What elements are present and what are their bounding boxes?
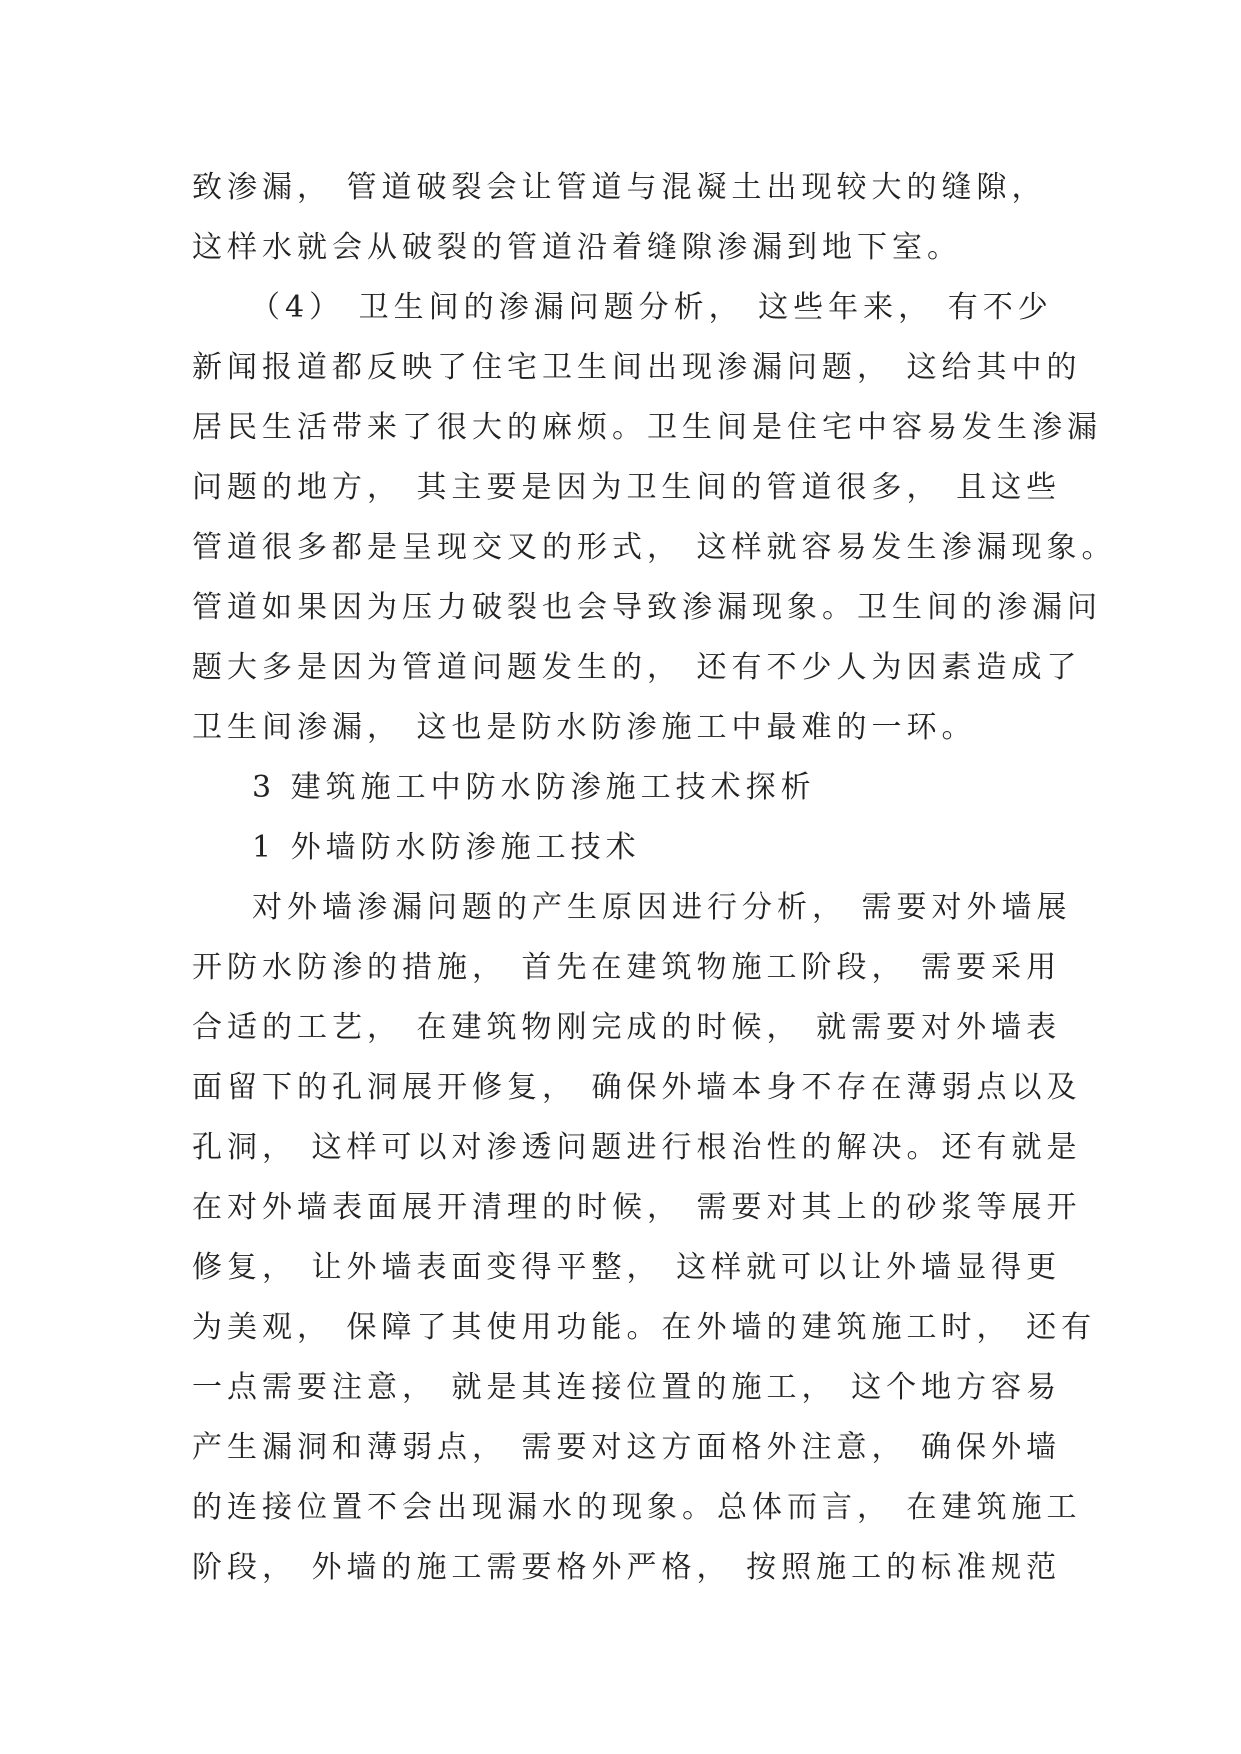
text-line: 题大多是因为管道问题发生的， 还有不少人为因素造成了 bbox=[192, 650, 1082, 685]
text-line: 在对外墙表面展开清理的时候， 需要对其上的砂浆等展开 bbox=[192, 1190, 1082, 1225]
paragraph-start-line: 对外墙渗漏问题的产生原因进行分析， 需要对外墙展 bbox=[252, 890, 1072, 925]
text-line: 致渗漏， 管道破裂会让管道与混凝土出现较大的缝隙， bbox=[192, 170, 1047, 205]
text-line: 的连接位置不会出现漏水的现象。总体而言， 在建筑施工 bbox=[192, 1490, 1082, 1525]
text-line: 卫生间渗漏， 这也是防水防渗施工中最难的一环。 bbox=[192, 710, 977, 745]
text-line: 为美观， 保障了其使用功能。在外墙的建筑施工时， 还有 bbox=[192, 1310, 1097, 1345]
text-line: 管道很多都是呈现交叉的形式， 这样就容易发生渗漏现象。 bbox=[192, 530, 1117, 565]
text-line: 合适的工艺， 在建筑物刚完成的时候， 就需要对外墙表 bbox=[192, 1010, 1062, 1045]
text-line: 孔洞， 这样可以对渗透问题进行根治性的解决。还有就是 bbox=[192, 1130, 1082, 1165]
text-line: 问题的地方， 其主要是因为卫生间的管道很多， 且这些 bbox=[192, 470, 1062, 505]
text-line: 修复， 让外墙表面变得平整， 这样就可以让外墙显得更 bbox=[192, 1250, 1062, 1285]
text-line: 管道如果因为压力破裂也会导致渗漏现象。卫生间的渗漏问 bbox=[192, 590, 1102, 625]
subsection-heading: 1 外墙防水防渗施工技术 bbox=[252, 830, 641, 865]
text-line: 一点需要注意， 就是其连接位置的施工， 这个地方容易 bbox=[192, 1370, 1062, 1405]
text-line: 阶段， 外墙的施工需要格外严格， 按照施工的标准规范 bbox=[192, 1550, 1062, 1585]
text-line: 产生漏洞和薄弱点， 需要对这方面格外注意， 确保外墙 bbox=[192, 1430, 1062, 1465]
paragraph-start-line: （4） 卫生间的渗漏问题分析， 这些年来， 有不少 bbox=[250, 290, 1053, 325]
text-line: 居民生活带来了很大的麻烦。卫生间是住宅中容易发生渗漏 bbox=[192, 410, 1102, 445]
section-heading: 3 建筑施工中防水防渗施工技术探析 bbox=[252, 770, 816, 805]
text-line: 开防水防渗的措施， 首先在建筑物施工阶段， 需要采用 bbox=[192, 950, 1062, 985]
body-text bbox=[192, 158, 1117, 1598]
text-line: 面留下的孔洞展开修复， 确保外墙本身不存在薄弱点以及 bbox=[192, 1070, 1082, 1105]
text-line: 这样水就会从破裂的管道沿着缝隙渗漏到地下室。 bbox=[192, 230, 962, 265]
text-line: 新闻报道都反映了住宅卫生间出现渗漏问题， 这给其中的 bbox=[192, 350, 1082, 385]
